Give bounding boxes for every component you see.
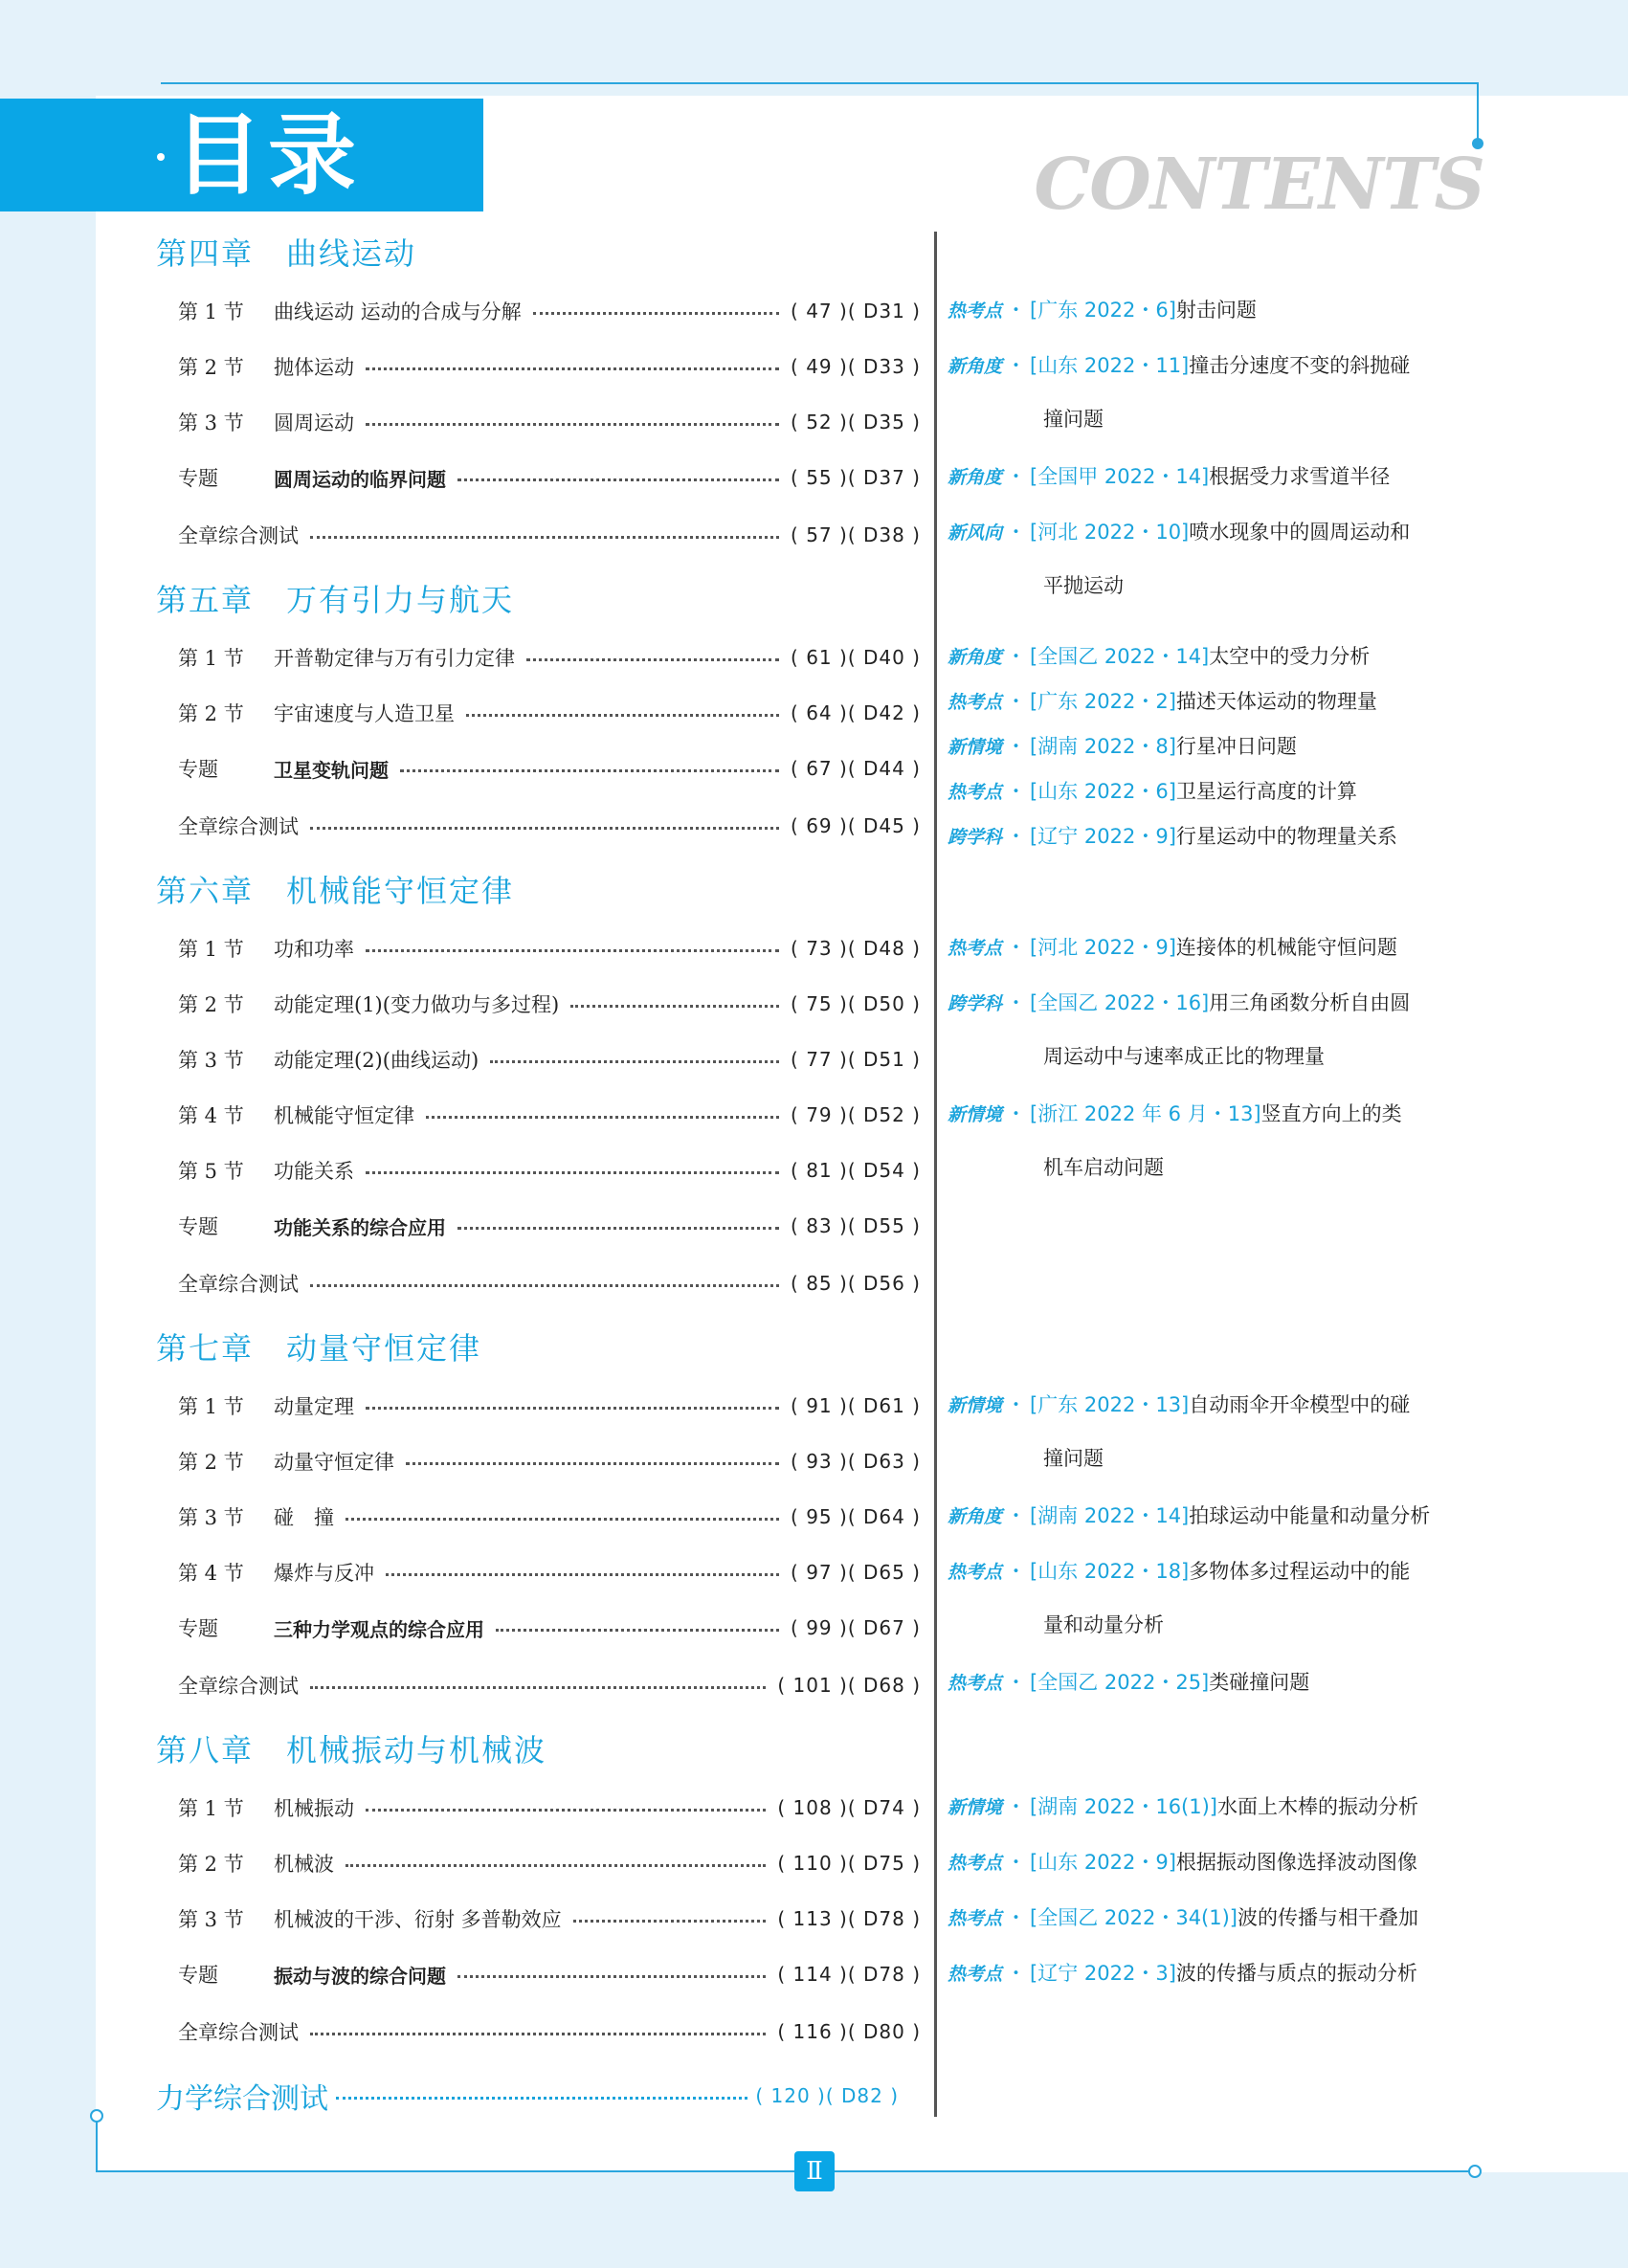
chapter-number: 第八章 bbox=[156, 1732, 255, 1768]
dot-leader bbox=[310, 827, 779, 830]
hot-point-text: 喷水现象中的圆周运动和 bbox=[1189, 521, 1411, 544]
hot-point-source: [河北 2022・9] bbox=[1030, 936, 1176, 959]
dot-leader bbox=[573, 1920, 767, 1923]
hot-point-text: 根据振动图像选择波动图像 bbox=[1175, 1851, 1417, 1874]
hot-point-tag: 跨学科 bbox=[948, 993, 1003, 1014]
entry-name: 机械能守恒定律 bbox=[274, 1104, 414, 1127]
hot-point-source: [全国乙 2022・25] bbox=[1030, 1671, 1210, 1694]
hot-point-tag: 热考点 bbox=[948, 1964, 1003, 1985]
entry-pages: ( 97 )( D65 ) bbox=[791, 1561, 921, 1584]
dot-leader bbox=[570, 1005, 779, 1008]
hot-point-item[interactable]: 热考点 ・ [广东 2022・2]描述天体运动的物理量 bbox=[948, 690, 1377, 713]
bottom-right-dot bbox=[1468, 2165, 1482, 2178]
hot-point-text: 撞击分速度不变的斜抛碰 bbox=[1189, 354, 1411, 377]
entry-name: 圆周运动的临界问题 bbox=[274, 467, 446, 491]
title-dot bbox=[157, 153, 165, 161]
entry-name: 三种力学观点的综合应用 bbox=[274, 1617, 484, 1641]
hot-point-continuation: 撞问题 bbox=[1043, 408, 1104, 431]
chapter-number: 第五章 bbox=[156, 582, 255, 618]
toc-entry[interactable] bbox=[178, 1902, 921, 1935]
hot-point-tag: 热考点 bbox=[948, 1853, 1003, 1874]
entry-name: 抛体运动 bbox=[274, 356, 354, 379]
toc-entry[interactable] bbox=[178, 1791, 921, 1824]
entry-label: 第 2 节 bbox=[178, 1853, 244, 1876]
entry-pages: ( 101 )( D68 ) bbox=[777, 1674, 921, 1697]
entry-label: 专题 bbox=[178, 1617, 218, 1640]
page-number-badge: Ⅱ bbox=[794, 2151, 835, 2191]
entry-label: 第 3 节 bbox=[178, 1506, 244, 1529]
bottom-frame-line bbox=[96, 2170, 1474, 2172]
entry-label: 第 2 节 bbox=[178, 993, 244, 1016]
entry-label: 全章综合测试 bbox=[178, 2021, 299, 2044]
hot-point-tag: 新情境 bbox=[948, 737, 1003, 758]
entry-label: 专题 bbox=[178, 1215, 218, 1238]
chapter-name: 机械能守恒定律 bbox=[286, 873, 515, 909]
entry-name: 爆炸与反冲 bbox=[274, 1562, 374, 1585]
entry-label: 专题 bbox=[178, 1964, 218, 1987]
entry-label: 专题 bbox=[178, 467, 218, 490]
entry-label: 第 3 节 bbox=[178, 1049, 244, 1072]
toc-entry-test[interactable] bbox=[178, 1669, 921, 1701]
hot-point-item[interactable]: 热考点 ・ [山东 2022・6]卫星运行高度的计算 bbox=[948, 780, 1357, 803]
entry-name: 卫星变轨问题 bbox=[274, 758, 389, 782]
chapter-heading[interactable] bbox=[156, 576, 514, 620]
dot-leader bbox=[366, 1407, 779, 1410]
hot-point-tag: 热考点 bbox=[948, 1673, 1003, 1694]
dot-leader bbox=[366, 1171, 779, 1174]
hot-point-item[interactable]: 新角度 ・ [山东 2022・11]撞击分速度不变的斜抛碰 撞问题 bbox=[948, 351, 1483, 381]
entry-pages: ( 64 )( D42 ) bbox=[791, 701, 921, 724]
hot-point-item[interactable]: 跨学科 ・ [全国乙 2022・16]用三角函数分析自由圆 周运动中与速率成正比的物理量 bbox=[948, 989, 1483, 1018]
toc-entry-test[interactable] bbox=[178, 519, 921, 551]
entry-pages: ( 79 )( D52 ) bbox=[791, 1103, 921, 1126]
entry-name: 动能定理(1)(变力做功与多过程) bbox=[274, 993, 560, 1016]
hot-point-tag: 新风向 bbox=[948, 523, 1003, 544]
hot-point-source: [广东 2022・6] bbox=[1030, 299, 1176, 322]
dot-leader bbox=[533, 312, 779, 315]
entry-name: 机械波 bbox=[274, 1853, 334, 1876]
hot-point-text: 连接体的机械能守恒问题 bbox=[1175, 936, 1397, 959]
entry-label: 第 1 节 bbox=[178, 300, 244, 323]
entry-label: 第 5 节 bbox=[178, 1160, 244, 1183]
entry-pages: ( 57 )( D38 ) bbox=[791, 523, 921, 546]
hot-point-text: 行星冲日问题 bbox=[1175, 735, 1297, 758]
dot-leader bbox=[310, 1284, 779, 1287]
entry-label: 第 1 节 bbox=[178, 938, 244, 961]
entry-label: 全章综合测试 bbox=[178, 1273, 299, 1296]
entry-name: 动量守恒定律 bbox=[274, 1451, 394, 1474]
hot-point-tag: 跨学科 bbox=[948, 827, 1003, 848]
toc-entry[interactable] bbox=[178, 406, 921, 438]
dot-leader bbox=[457, 1975, 766, 1978]
entry-pages: ( 116 )( D80 ) bbox=[777, 2020, 921, 2043]
dot-leader bbox=[490, 1060, 779, 1063]
hot-point-source: [湖南 2022・14] bbox=[1030, 1504, 1190, 1527]
hot-point-item[interactable]: 新情境 ・ [湖南 2022・16(1)]水面上木棒的振动分析 bbox=[948, 1795, 1418, 1818]
hot-point-item[interactable]: 热考点 ・ [河北 2022・9]连接体的机械能守恒问题 bbox=[948, 936, 1397, 959]
entry-pages: ( 67 )( D44 ) bbox=[791, 757, 921, 780]
entry-name: 动能定理(2)(曲线运动) bbox=[274, 1049, 479, 1072]
hot-point-source: [湖南 2022・8] bbox=[1030, 735, 1176, 758]
entry-name: 功和功率 bbox=[274, 938, 354, 961]
bottom-left-dot bbox=[90, 2109, 103, 2123]
toc-entry[interactable] bbox=[178, 988, 921, 1020]
dot-leader bbox=[466, 714, 779, 717]
dot-leader bbox=[336, 2097, 747, 2100]
hot-point-continuation: 撞问题 bbox=[1043, 1447, 1104, 1470]
toc-entry[interactable] bbox=[178, 1445, 921, 1478]
hot-point-source: [广东 2022・13] bbox=[1030, 1393, 1190, 1416]
entry-name: 机械振动 bbox=[274, 1797, 354, 1820]
toc-entry-special[interactable] bbox=[178, 1612, 921, 1644]
entry-label: 第 4 节 bbox=[178, 1562, 244, 1585]
entry-pages: ( 49 )( D33 ) bbox=[791, 355, 921, 378]
toc-entry[interactable] bbox=[178, 1390, 921, 1422]
hot-point-tag: 热考点 bbox=[948, 1908, 1003, 1929]
dot-leader bbox=[310, 536, 779, 539]
hot-point-tag: 新情境 bbox=[948, 1797, 1003, 1818]
toc-entry[interactable] bbox=[178, 1099, 921, 1131]
hot-point-tag: 新角度 bbox=[948, 1506, 1003, 1527]
hot-point-item[interactable]: 热考点 ・ [全国乙 2022・34(1)]波的传播与相干叠加 bbox=[948, 1906, 1418, 1929]
hot-point-source: [广东 2022・2] bbox=[1030, 690, 1176, 713]
toc-entry-test[interactable] bbox=[178, 1267, 921, 1300]
chapter-heading[interactable] bbox=[156, 230, 416, 274]
hot-point-tag: 新角度 bbox=[948, 467, 1003, 488]
toc-entry-test[interactable] bbox=[178, 2015, 921, 2048]
dot-leader bbox=[457, 478, 779, 481]
hot-point-tag: 热考点 bbox=[948, 1562, 1003, 1583]
hot-point-item[interactable]: 热考点 ・ [辽宁 2022・3]波的传播与质点的振动分析 bbox=[948, 1962, 1417, 1985]
entry-pages: ( 81 )( D54 ) bbox=[791, 1159, 921, 1182]
hot-point-source: [全国乙 2022・14] bbox=[1030, 645, 1210, 668]
entry-name: 碰 撞 bbox=[274, 1506, 334, 1529]
chapter-name: 曲线运动 bbox=[286, 235, 417, 272]
hot-point-tag: 新情境 bbox=[948, 1104, 1003, 1125]
hot-point-tag: 热考点 bbox=[948, 938, 1003, 959]
dot-leader bbox=[310, 2033, 766, 2035]
dot-leader bbox=[346, 1864, 766, 1867]
hot-point-source: [全国甲 2022・14] bbox=[1030, 465, 1210, 488]
dot-leader bbox=[496, 1629, 779, 1632]
hot-point-text: 太空中的受力分析 bbox=[1209, 645, 1371, 668]
toc-entry-special[interactable] bbox=[178, 461, 921, 494]
hot-point-text: 用三角函数分析自由圆 bbox=[1209, 991, 1411, 1014]
hot-point-tag: 新角度 bbox=[948, 647, 1003, 668]
hot-point-item[interactable]: 新角度 ・ [湖南 2022・14]拍球运动中能量和动量分析 bbox=[948, 1504, 1431, 1527]
toc-entry[interactable] bbox=[178, 350, 921, 383]
toc-entry[interactable] bbox=[178, 1154, 921, 1187]
page-title: 目录 bbox=[174, 104, 363, 207]
entry-name: 开普勒定律与万有引力定律 bbox=[274, 647, 515, 670]
chapter-heading[interactable] bbox=[156, 1726, 546, 1770]
hot-point-continuation: 量和动量分析 bbox=[1043, 1613, 1164, 1636]
bottom-frame-left-line bbox=[96, 2119, 98, 2170]
entry-label: 第 3 节 bbox=[178, 1908, 244, 1931]
toc-entry[interactable] bbox=[178, 697, 921, 729]
hot-point-text: 多物体多过程运动中的能 bbox=[1189, 1560, 1411, 1583]
hot-point-text: 卫星运行高度的计算 bbox=[1175, 780, 1357, 803]
dot-leader bbox=[526, 658, 779, 661]
entry-pages: ( 75 )( D50 ) bbox=[791, 992, 921, 1015]
hot-point-item[interactable]: 热考点 ・ [全国乙 2022・25]类碰撞问题 bbox=[948, 1671, 1310, 1694]
entry-pages: ( 99 )( D67 ) bbox=[791, 1616, 921, 1639]
hot-point-continuation: 平抛运动 bbox=[1043, 574, 1124, 597]
top-frame-right-line bbox=[1477, 82, 1479, 142]
entry-label: 第 4 节 bbox=[178, 1104, 244, 1127]
hot-point-text: 行星运动中的物理量关系 bbox=[1175, 825, 1397, 848]
hot-point-text: 根据受力求雪道半径 bbox=[1209, 465, 1391, 488]
chapter-number: 第四章 bbox=[156, 235, 255, 272]
entry-name: 动量定理 bbox=[274, 1395, 354, 1418]
entry-pages: ( 61 )( D40 ) bbox=[791, 646, 921, 669]
chapter-name: 动量守恒定律 bbox=[286, 1330, 482, 1367]
entry-name: 宇宙速度与人造卫星 bbox=[274, 702, 455, 725]
entry-name: 力学综合测试 bbox=[156, 2082, 328, 2116]
chapter-heading[interactable] bbox=[156, 867, 514, 911]
toc-entry-special[interactable] bbox=[178, 1210, 921, 1242]
entry-label: 第 2 节 bbox=[178, 1451, 244, 1474]
hot-point-tag: 新角度 bbox=[948, 356, 1003, 377]
toc-entry-special[interactable] bbox=[178, 1958, 921, 1990]
dot-leader bbox=[406, 1462, 779, 1465]
hot-point-source: [辽宁 2022・3] bbox=[1030, 1962, 1176, 1985]
dot-leader bbox=[386, 1573, 779, 1576]
entry-label: 第 2 节 bbox=[178, 356, 244, 379]
hot-point-source: [全国乙 2022・34(1)] bbox=[1030, 1906, 1238, 1929]
hot-point-source: [山东 2022・6] bbox=[1030, 780, 1176, 803]
hot-point-tag: 热考点 bbox=[948, 300, 1003, 322]
toc-entry[interactable] bbox=[178, 641, 921, 674]
dot-leader bbox=[366, 367, 779, 370]
column-divider bbox=[934, 232, 937, 2117]
hot-point-source: [山东 2022・18] bbox=[1030, 1560, 1190, 1583]
hot-point-item[interactable]: 新角度 ・ [全国乙 2022・14]太空中的受力分析 bbox=[948, 645, 1371, 668]
top-frame-line bbox=[161, 82, 1478, 84]
chapter-number: 第七章 bbox=[156, 1330, 255, 1367]
entry-pages: ( 110 )( D75 ) bbox=[777, 1852, 921, 1875]
hot-point-item[interactable]: 跨学科 ・ [辽宁 2022・9]行星运动中的物理量关系 bbox=[948, 825, 1397, 848]
entry-name: 功能关系 bbox=[274, 1160, 354, 1183]
hot-point-item[interactable]: 新情境 ・ [湖南 2022・8]行星冲日问题 bbox=[948, 735, 1297, 758]
toc-entry[interactable] bbox=[178, 1556, 921, 1589]
hot-point-item[interactable]: 新情境 ・ [浙江 2022 年 6 月・13]竖直方向上的类 机车启动问题 bbox=[948, 1100, 1483, 1129]
hot-point-tag: 热考点 bbox=[948, 692, 1003, 713]
hot-point-source: [全国乙 2022・16] bbox=[1030, 991, 1210, 1014]
entry-label: 第 1 节 bbox=[178, 647, 244, 670]
entry-label: 第 1 节 bbox=[178, 1797, 244, 1820]
toc-entry[interactable] bbox=[178, 1043, 921, 1076]
toc-entry[interactable] bbox=[178, 295, 921, 327]
hot-point-text: 波的传播与质点的振动分析 bbox=[1175, 1962, 1417, 1985]
toc-entry[interactable] bbox=[178, 932, 921, 965]
entry-pages: ( 73 )( D48 ) bbox=[791, 937, 921, 960]
hot-point-item[interactable]: 热考点 ・ [广东 2022・6]射击问题 bbox=[948, 299, 1257, 322]
hot-point-text: 类碰撞问题 bbox=[1209, 1671, 1310, 1694]
toc-entry[interactable] bbox=[178, 1847, 921, 1879]
dot-leader bbox=[310, 1686, 766, 1689]
hot-point-text: 射击问题 bbox=[1175, 299, 1257, 322]
hot-point-source: [湖南 2022・16(1)] bbox=[1030, 1795, 1217, 1818]
toc-entry-final-test[interactable] bbox=[156, 2077, 899, 2115]
hot-point-item[interactable]: 热考点 ・ [山东 2022・9]根据振动图像选择波动图像 bbox=[948, 1851, 1417, 1874]
hot-point-source: [山东 2022・9] bbox=[1030, 1851, 1176, 1874]
dot-leader bbox=[346, 1518, 779, 1521]
entry-pages: ( 47 )( D31 ) bbox=[791, 300, 921, 322]
dot-leader bbox=[366, 949, 779, 952]
hot-point-continuation: 周运动中与速率成正比的物理量 bbox=[1043, 1045, 1325, 1068]
hot-point-tag: 热考点 bbox=[948, 782, 1003, 803]
chapter-number: 第六章 bbox=[156, 873, 255, 909]
dot-leader bbox=[426, 1116, 779, 1119]
entry-label: 全章综合测试 bbox=[178, 815, 299, 838]
hot-point-text: 描述天体运动的物理量 bbox=[1175, 690, 1377, 713]
hot-point-source: [河北 2022・10] bbox=[1030, 521, 1190, 544]
hot-point-item[interactable]: 热考点 ・ [山东 2022・18]多物体多过程运动中的能 量和动量分析 bbox=[948, 1557, 1483, 1587]
hot-point-tag: 新情境 bbox=[948, 1395, 1003, 1416]
hot-point-item[interactable]: 新情境 ・ [广东 2022・13]自动雨伞开伞模型中的碰 撞问题 bbox=[948, 1390, 1483, 1420]
hot-point-source: [山东 2022・11] bbox=[1030, 354, 1190, 377]
toc-entry-test[interactable] bbox=[178, 810, 921, 842]
hot-point-text: 波的传播与相干叠加 bbox=[1238, 1906, 1418, 1929]
chapter-name: 万有引力与航天 bbox=[286, 582, 515, 618]
entry-pages: ( 93 )( D63 ) bbox=[791, 1450, 921, 1473]
entry-pages: ( 85 )( D56 ) bbox=[791, 1272, 921, 1295]
entry-label: 第 3 节 bbox=[178, 411, 244, 434]
contents-watermark: CONTENTS bbox=[1034, 144, 1484, 226]
entry-pages: ( 108 )( D74 ) bbox=[777, 1796, 921, 1819]
toc-entry[interactable] bbox=[178, 1501, 921, 1533]
chapter-heading[interactable] bbox=[156, 1324, 481, 1368]
hot-point-source: [浙江 2022 年 6 月・13] bbox=[1030, 1102, 1261, 1125]
hot-point-text: 水面上木棒的振动分析 bbox=[1217, 1795, 1418, 1818]
entry-name: 振动与波的综合问题 bbox=[274, 1964, 446, 1988]
entry-name: 功能关系的综合应用 bbox=[274, 1215, 446, 1239]
entry-label: 全章综合测试 bbox=[178, 524, 299, 547]
hot-point-continuation: 机车启动问题 bbox=[1043, 1156, 1164, 1179]
hot-point-text: 自动雨伞开伞模型中的碰 bbox=[1189, 1393, 1411, 1416]
hot-point-text: 拍球运动中能量和动量分析 bbox=[1189, 1504, 1431, 1527]
hot-point-item[interactable]: 新风向 ・ [河北 2022・10]喷水现象中的圆周运动和 平抛运动 bbox=[948, 518, 1483, 547]
entry-pages: ( 55 )( D37 ) bbox=[791, 466, 921, 489]
entry-pages: ( 77 )( D51 ) bbox=[791, 1048, 921, 1071]
entry-pages: ( 52 )( D35 ) bbox=[791, 411, 921, 434]
dot-leader bbox=[400, 769, 779, 772]
entry-pages: ( 83 )( D55 ) bbox=[791, 1214, 921, 1237]
chapter-name: 机械振动与机械波 bbox=[286, 1732, 547, 1768]
dot-leader bbox=[366, 1809, 766, 1812]
hot-point-text: 竖直方向上的类 bbox=[1260, 1102, 1402, 1125]
entry-pages: ( 113 )( D78 ) bbox=[777, 1907, 921, 1930]
entry-label: 专题 bbox=[178, 758, 218, 781]
entry-pages: ( 69 )( D45 ) bbox=[791, 814, 921, 837]
entry-pages: ( 91 )( D61 ) bbox=[791, 1394, 921, 1417]
entry-label: 第 2 节 bbox=[178, 702, 244, 725]
entry-name: 圆周运动 bbox=[274, 411, 354, 434]
entry-name: 曲线运动 运动的合成与分解 bbox=[274, 300, 522, 323]
hot-point-source: [辽宁 2022・9] bbox=[1030, 825, 1176, 848]
entry-label: 第 1 节 bbox=[178, 1395, 244, 1418]
entry-name: 机械波的干涉、衍射 多普勒效应 bbox=[274, 1908, 562, 1931]
entry-pages: ( 95 )( D64 ) bbox=[791, 1505, 921, 1528]
entry-pages: ( 114 )( D78 ) bbox=[777, 1963, 921, 1986]
entry-pages: ( 120 )( D82 ) bbox=[755, 2084, 899, 2107]
entry-label: 全章综合测试 bbox=[178, 1675, 299, 1698]
dot-leader bbox=[366, 423, 779, 426]
toc-entry-special[interactable] bbox=[178, 752, 921, 785]
hot-point-item[interactable]: 新角度 ・ [全国甲 2022・14]根据受力求雪道半径 bbox=[948, 465, 1391, 488]
dot-leader bbox=[457, 1227, 779, 1230]
